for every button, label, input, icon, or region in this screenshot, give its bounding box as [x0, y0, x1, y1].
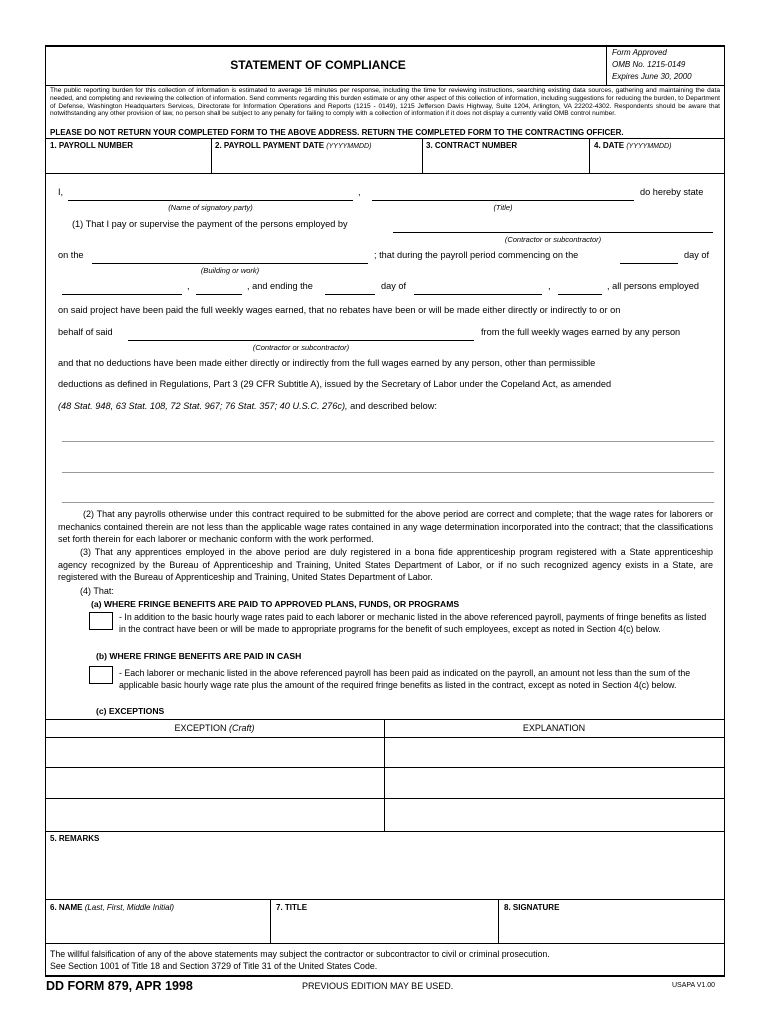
period-end-month-field[interactable] — [414, 294, 542, 295]
date-label — [594, 141, 671, 150]
exception-header-text: EXCEPTION — [174, 723, 227, 733]
section-a-checkbox[interactable] — [89, 612, 113, 630]
payroll-period-label: ; that during the payroll period commencing on the — [374, 250, 579, 260]
signature-label: 8. SIGNATURE — [504, 903, 560, 912]
building-caption: (Building or work) — [200, 266, 260, 275]
exception-row-2-craft[interactable] — [46, 768, 383, 798]
comma-label-3: , — [548, 281, 551, 291]
described-below: and described below: — [350, 401, 437, 411]
description-line-1[interactable] — [62, 441, 714, 442]
form-title: STATEMENT OF COMPLIANCE — [230, 58, 406, 72]
paragraph-1-intro: (1) That I pay or supervise the payment of the persons employed by — [72, 219, 348, 229]
exceptions-top-rule — [45, 719, 725, 720]
previous-edition-note: PREVIOUS EDITION MAY BE USED. — [302, 981, 454, 991]
paragraph-3-text: (3) That any apprentices employed in the above period are duly registered in a bona fide apprenticeship program registered with a State apprenticeship agency recognized by the Bureau of Apprenticeship and Training, United States Department of Labor, or if no such recognized agency exists in a State, are registered with the Bureau of Apprenticeship and Training, United States Department of Labor. — [58, 547, 713, 583]
date-text: 4. DATE — [594, 141, 625, 150]
period-end-year-field[interactable] — [558, 294, 602, 295]
exception-header-hint: (Craft) — [229, 723, 255, 733]
date-hint: (YYYYMMDD) — [626, 143, 672, 150]
exception-row-1-craft[interactable] — [46, 738, 383, 767]
form-approved-label: Form Approved — [612, 48, 667, 57]
fields-bottom-rule — [45, 173, 725, 174]
burden-bottom-rule — [45, 138, 725, 139]
contractor-field[interactable] — [393, 232, 713, 233]
period-end-day-field[interactable] — [325, 294, 375, 295]
title-caption: (Title) — [493, 203, 513, 212]
form-identifier: DD FORM 879, APR 1998 — [46, 979, 193, 993]
on-the-label: on the — [58, 250, 84, 260]
falsification-warning-2: See Section 1001 of Title 18 and Section 3729 of Title 31 of the United States Code. — [50, 961, 378, 971]
exception-column-header — [46, 723, 383, 733]
behalf-contractor-caption: (Contractor or subcontractor) — [252, 343, 350, 352]
omb-number: OMB No. 1215-0149 — [612, 60, 686, 69]
building-field[interactable] — [92, 263, 368, 264]
form-top-border — [45, 45, 725, 47]
comma-label-2: , — [187, 281, 190, 291]
payroll-payment-date-hint: (YYYYMMDD) — [326, 143, 372, 150]
section-b-text: - Each laborer or mechanic listed in the above referenced payroll has been paid as indicated on the payroll, an amount not less than the sum of the applicable basic hourly wage rate plus the amount of the required fringe benefits as listed in the contract, except as noted in Section 4(c) below. — [119, 668, 691, 690]
header-divider — [606, 45, 607, 85]
section-a-text: - In addition to the basic hourly wage rates paid to each laborer or mechanic listed in the above referenced payroll, payments of fringe benefits as listed in the contract have been or will be made to appropriate programs for the benefit of such employees, except as noted in Section 4(c) below. — [119, 612, 707, 634]
exceptions-bottom-rule — [45, 831, 725, 832]
paragraph-2-text: (2) That any payrolls otherwise under this contract required to be submitted for the above period are correct and complete; that the wage rates for laborers or mechanics contained therein are not less than the applicable wage rates contained in any wage determination incorporated into the contract; that the classifications set forth therein for each laborer or mechanic conform with the work performed. — [58, 509, 713, 545]
name-label — [50, 903, 174, 912]
exception-row-2-explanation[interactable] — [385, 768, 723, 798]
exception-row-3-explanation[interactable] — [385, 799, 723, 830]
expiration-date: Expires June 30, 2000 — [612, 72, 692, 81]
behalf-contractor-field[interactable] — [128, 340, 474, 341]
title-field[interactable] — [271, 915, 497, 942]
and-ending-label: , and ending the — [247, 281, 313, 291]
section-b-checkbox[interactable] — [89, 666, 113, 684]
exception-row-1-explanation[interactable] — [385, 738, 723, 767]
signatory-name-field[interactable] — [68, 200, 353, 201]
title-label: 7. TITLE — [276, 903, 308, 912]
payroll-payment-date-field[interactable] — [212, 152, 421, 172]
statute-citation: (48 Stat. 948, 63 Stat. 108, 72 Stat. 967; 76 Stat. 357; 40 U.S.C. 276c), — [58, 401, 348, 411]
version-label: USAPA V1.00 — [672, 982, 716, 989]
remarks-label: 5. REMARKS — [50, 834, 100, 843]
form-right-border — [724, 45, 725, 975]
payroll-payment-date-text: 2. PAYROLL PAYMENT DATE — [215, 141, 325, 150]
contract-number-field[interactable] — [423, 152, 588, 172]
i-label: I, — [58, 187, 64, 197]
from-full-weekly-label: from the full weekly wages earned by any person — [481, 327, 681, 337]
form-left-border — [45, 45, 46, 975]
falsification-warning-1: The willful falsification of any of the above statements may subject the contractor or subcontractor to civil or criminal prosecution. — [50, 949, 550, 959]
period-start-month-field[interactable] — [62, 294, 182, 295]
paragraph-4-intro: (4) That: — [80, 586, 114, 596]
behalf-of-label: behalf of said — [58, 327, 113, 337]
day-of-label-2: day of — [381, 281, 407, 291]
signature-field[interactable] — [499, 915, 723, 942]
all-persons-label: , all persons employed — [607, 281, 699, 291]
comma-label: , — [358, 187, 361, 197]
contractor-caption: (Contractor or subcontractor) — [504, 235, 602, 244]
name-label-hint: (Last, First, Middle Initial) — [84, 903, 175, 912]
section-b-heading: (b) WHERE FRINGE BENEFITS ARE PAID IN CASH — [96, 651, 302, 661]
header-bottom-rule — [45, 85, 725, 86]
paragraph-2 — [58, 508, 713, 546]
description-line-2[interactable] — [62, 472, 714, 473]
exception-row-3-craft[interactable] — [46, 799, 383, 830]
signatory-title-field[interactable] — [372, 200, 634, 201]
period-start-day-field[interactable] — [620, 263, 678, 264]
form-bottom-border — [45, 975, 725, 977]
remarks-field[interactable] — [46, 846, 723, 898]
explanation-column-header: EXPLANATION — [522, 723, 586, 733]
paragraph-3 — [58, 546, 713, 584]
name-label-text: 6. NAME — [50, 903, 83, 912]
project-paid-line: on said project have been paid the full weekly wages earned, that no rebates have been or will be made either directly or indirectly to or on — [58, 305, 621, 315]
return-warning: PLEASE DO NOT RETURN YOUR COMPLETED FORM TO THE ABOVE ADDRESS. RETURN THE COMPLETED FORM TO THE CONTRACTING OFFICER. — [50, 128, 624, 137]
do-hereby-label: do hereby state — [640, 187, 704, 197]
signature-bottom-rule — [45, 943, 725, 944]
name-field[interactable] — [46, 915, 269, 942]
burden-statement: The public reporting burden for this collection of information is estimated to average 16 minutes per response, including the time for reviewing instructions, searching existing data sources, gathering and maintaining the data needed, and completing and reviewing the collection of information. Send comments regarding this burden estimate or any other aspect of this collection of information, including suggestions for reducing the burden, to Department of Defense, Washington Headquarters Services, Directorate for Information Operations and Reports (1215 - 0149), 1215 Jefferson Davis Highway, Suite 1204, Arlington, VA 22202-4302. Respondents should be aware that notwithstanding any other provision of law, no person shall be subject to any penalty for failing to comply with a collection of information if it does not display a currently valid OMB control number. — [50, 87, 720, 118]
payroll-payment-date-label — [215, 141, 371, 150]
date-field[interactable] — [590, 152, 723, 172]
payroll-number-label: 1. PAYROLL NUMBER — [50, 141, 133, 150]
deductions-line: and that no deductions have been made either directly or indirectly from the full wages earned by any person, other than permissible — [58, 358, 596, 368]
remarks-bottom-rule — [45, 899, 725, 900]
section-a-heading: (a) WHERE FRINGE BENEFITS ARE PAID TO APPROVED PLANS, FUNDS, OR PROGRAMS — [91, 599, 460, 609]
period-start-year-field[interactable] — [196, 294, 242, 295]
regulations-line: deductions as defined in Regulations, Part 3 (29 CFR Subtitle A), issued by the Secretary of Labor under the Copeland Act, as amended — [58, 379, 612, 389]
payroll-number-field[interactable] — [46, 152, 210, 172]
contract-number-label: 3. CONTRACT NUMBER — [426, 141, 518, 150]
name-caption: (Name of signatory party) — [168, 203, 253, 212]
statute-line — [58, 401, 437, 411]
day-of-label: day of — [684, 250, 710, 260]
description-line-3[interactable] — [62, 502, 714, 503]
section-c-heading: (c) EXCEPTIONS — [96, 706, 165, 716]
